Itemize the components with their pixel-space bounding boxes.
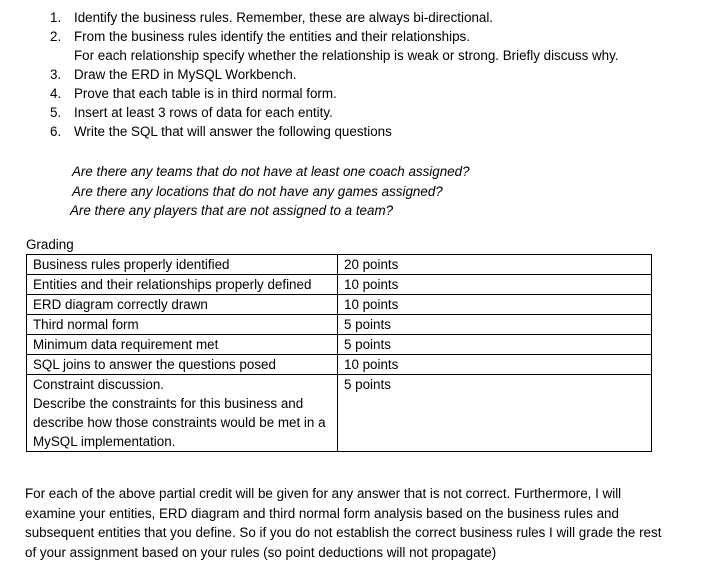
- points-cell: 10 points: [338, 275, 652, 295]
- points-cell: 5 points: [338, 375, 652, 452]
- criterion-cell: Third normal form: [27, 315, 338, 335]
- points-cell: 10 points: [338, 295, 652, 315]
- instruction-text: Draw the ERD in MySQL Workbench.: [74, 67, 297, 82]
- criterion-cell: Entities and their relationships properly defined: [27, 275, 338, 295]
- instruction-text: Identify the business rules. Remember, these are always bi-directional.: [74, 10, 494, 25]
- question-text: Are there any players that are not assigned to a team?: [70, 203, 394, 218]
- table-row: [27, 355, 652, 375]
- criterion-cell: Business rules properly identified: [27, 255, 338, 275]
- instruction-list: [50, 8, 700, 141]
- instruction-number: 5.: [50, 105, 62, 120]
- instruction-continuation: For each relationship specify whether the relationship is weak or strong. Briefly discuss why.: [74, 48, 619, 63]
- criterion-title: Constraint discussion.: [33, 377, 164, 392]
- points-cell: 5 points: [338, 335, 652, 355]
- instruction-item-5: [50, 103, 700, 122]
- table-row: [27, 295, 652, 315]
- closing-paragraph: For each of the above partial credit will be given for any answer that is not correct. Furthermore, I will examine your entities, ERD diagram and third normal form analysis based on the business rules and subsequent entities that you define. So if you do not establish the correct business rules I will grade the rest of your assignment based on your rules (so point deductions will not propagate): [25, 486, 662, 560]
- instruction-number: 6.: [50, 124, 62, 139]
- points-cell: 10 points: [338, 355, 652, 375]
- points-cell: 20 points: [338, 255, 652, 275]
- instruction-item-2: [50, 27, 700, 65]
- instruction-text: From the business rules identify the entities and their relationships.: [74, 29, 470, 44]
- criterion-cell: SQL joins to answer the questions posed: [27, 355, 338, 375]
- points-cell: 5 points: [338, 315, 652, 335]
- question-text: Are there any locations that do not have any games assigned?: [72, 183, 443, 199]
- instruction-item-3: [50, 65, 700, 84]
- instruction-text: Insert at least 3 rows of data for each entity.: [74, 105, 333, 120]
- criterion-cell: Minimum data requirement met: [27, 335, 338, 355]
- instruction-item-4: [50, 84, 700, 103]
- instruction-item-1: [50, 8, 700, 27]
- instruction-text: Prove that each table is in third normal form.: [74, 86, 337, 101]
- instruction-number: 3.: [50, 67, 62, 82]
- table-row: [27, 315, 652, 335]
- criterion-description: Describe the constraints for this business and describe how those constraints would be met in a MySQL implementation.: [33, 396, 326, 449]
- sql-questions: [72, 162, 470, 221]
- table-row: [27, 255, 652, 275]
- instruction-text: Write the SQL that will answer the following questions: [74, 124, 392, 139]
- question-text: Are there any teams that do not have at least one coach assigned?: [72, 164, 470, 179]
- instruction-number: 4.: [50, 86, 62, 101]
- grading-table: [26, 254, 652, 452]
- table-row: [27, 275, 652, 295]
- criterion-cell: [27, 375, 338, 452]
- instruction-item-6: [50, 122, 700, 141]
- table-row: [27, 375, 652, 452]
- instruction-number: 1.: [50, 10, 62, 25]
- instruction-text-block: [74, 27, 700, 65]
- criterion-cell: ERD diagram correctly drawn: [27, 295, 338, 315]
- table-row: [27, 335, 652, 355]
- instruction-number: 2.: [50, 29, 62, 44]
- grading-heading: Grading: [26, 237, 74, 252]
